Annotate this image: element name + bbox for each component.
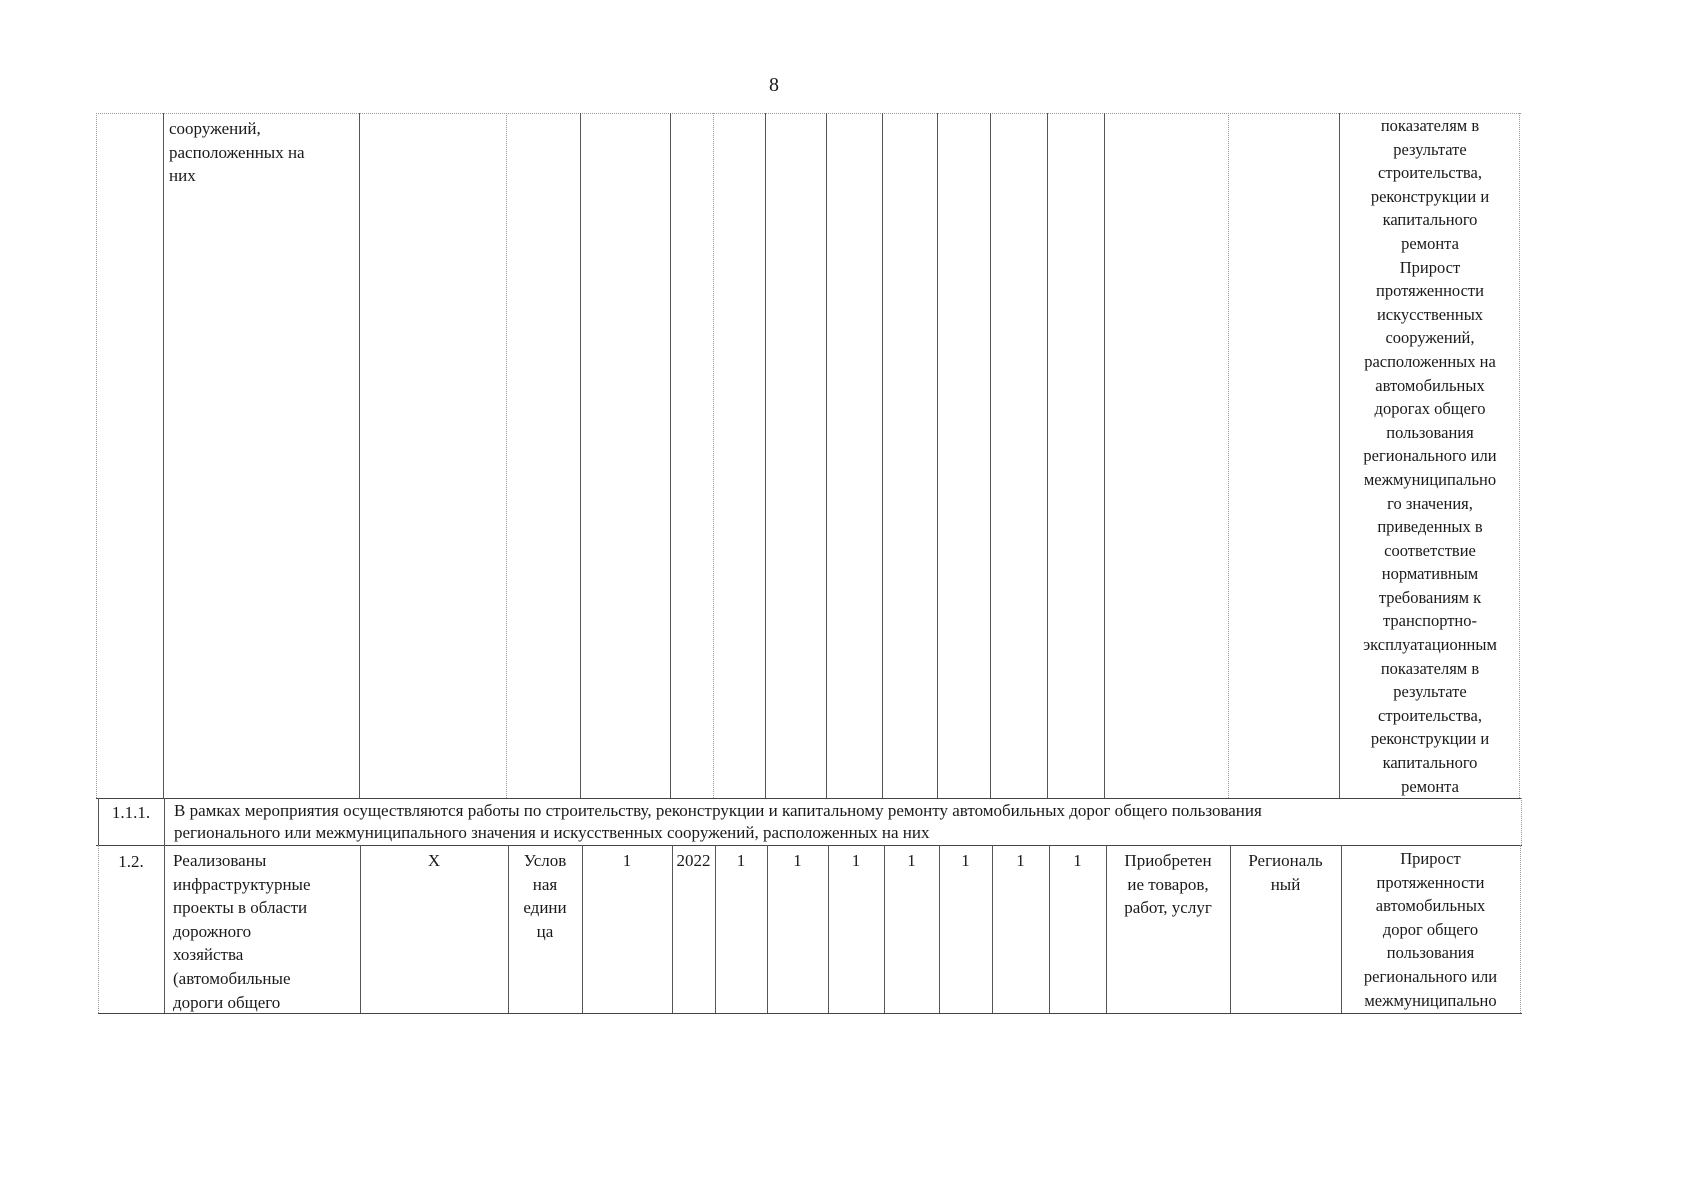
row-top-indicator: показателям в результате строительства, реконструкции и капитального ремонта Прирост протяженности искусственных сооружений, расположенных на автомобильных дорогах общего пользования регионального или межмуниципально го значения, приведенных в соответствие нормативным требованиям к транспортно- эксплуатационным показателям в результате строительства, реконструкции и капитального ремонта [1363, 116, 1497, 796]
col-border [826, 113, 827, 798]
col-border [580, 113, 581, 798]
col-border [1104, 113, 1105, 798]
row-top-name: сооружений, расположенных на них [169, 119, 305, 186]
row-12-unit: Услов ная едини ца [523, 851, 567, 941]
row-12-value: 1 [1073, 851, 1082, 870]
row-12-mark: X [427, 851, 441, 870]
col-border [96, 113, 97, 798]
table-top-border [96, 113, 1521, 114]
row-12-value: 1 [793, 851, 802, 870]
row-12-year: 2022 [676, 851, 711, 870]
row-border-111 [96, 798, 1522, 799]
col-border [359, 113, 360, 798]
row-border-12 [96, 845, 1522, 846]
col-border [1519, 113, 1520, 798]
col-border [670, 113, 671, 798]
col-border [1047, 113, 1048, 798]
row-12-name: Реализованы инфраструктурные проекты в области дорожного хозяйства (автомобильные дороги общего [173, 851, 311, 1012]
page-number: 8 [769, 74, 779, 96]
row-12-indicator: Прирост протяженности автомобильных дорог общего пользования регионального или межмуниципально [1363, 849, 1498, 1010]
col-border [713, 113, 714, 798]
row-12-value: 1 [851, 851, 861, 870]
row-12-base-value: 1 [622, 851, 632, 870]
col-border [937, 113, 938, 798]
col-border [990, 113, 991, 798]
row-12-result-type: Приобретен ие товаров, работ, услуг [1124, 851, 1212, 918]
row-12-level: Региональ ный [1248, 851, 1323, 894]
row-12-value: 1 [907, 851, 916, 870]
row-12-value: 1 [1016, 851, 1025, 870]
col-border [765, 113, 766, 798]
col-border [882, 113, 883, 798]
col-border [1228, 113, 1229, 798]
col-border [1521, 798, 1522, 845]
col-border [164, 798, 165, 845]
row-111-text: В рамках мероприятия осуществляются работы по строительству, реконструкции и капитальному ремонту автомобильных дорог общего пользования регионального или межмуниципального значения и искусственных сооружений, расположенных на них [174, 801, 1262, 842]
col-border [1339, 113, 1340, 798]
row-12-number: 1.2. [118, 852, 144, 871]
col-border [506, 113, 507, 798]
row-12-value: 1 [961, 851, 970, 870]
col-border [163, 113, 164, 798]
col-border [1520, 845, 1521, 1013]
col-border [164, 845, 165, 1013]
row-12-value: 1 [736, 851, 746, 870]
row-111-number: 1.1.1. [111, 803, 151, 822]
